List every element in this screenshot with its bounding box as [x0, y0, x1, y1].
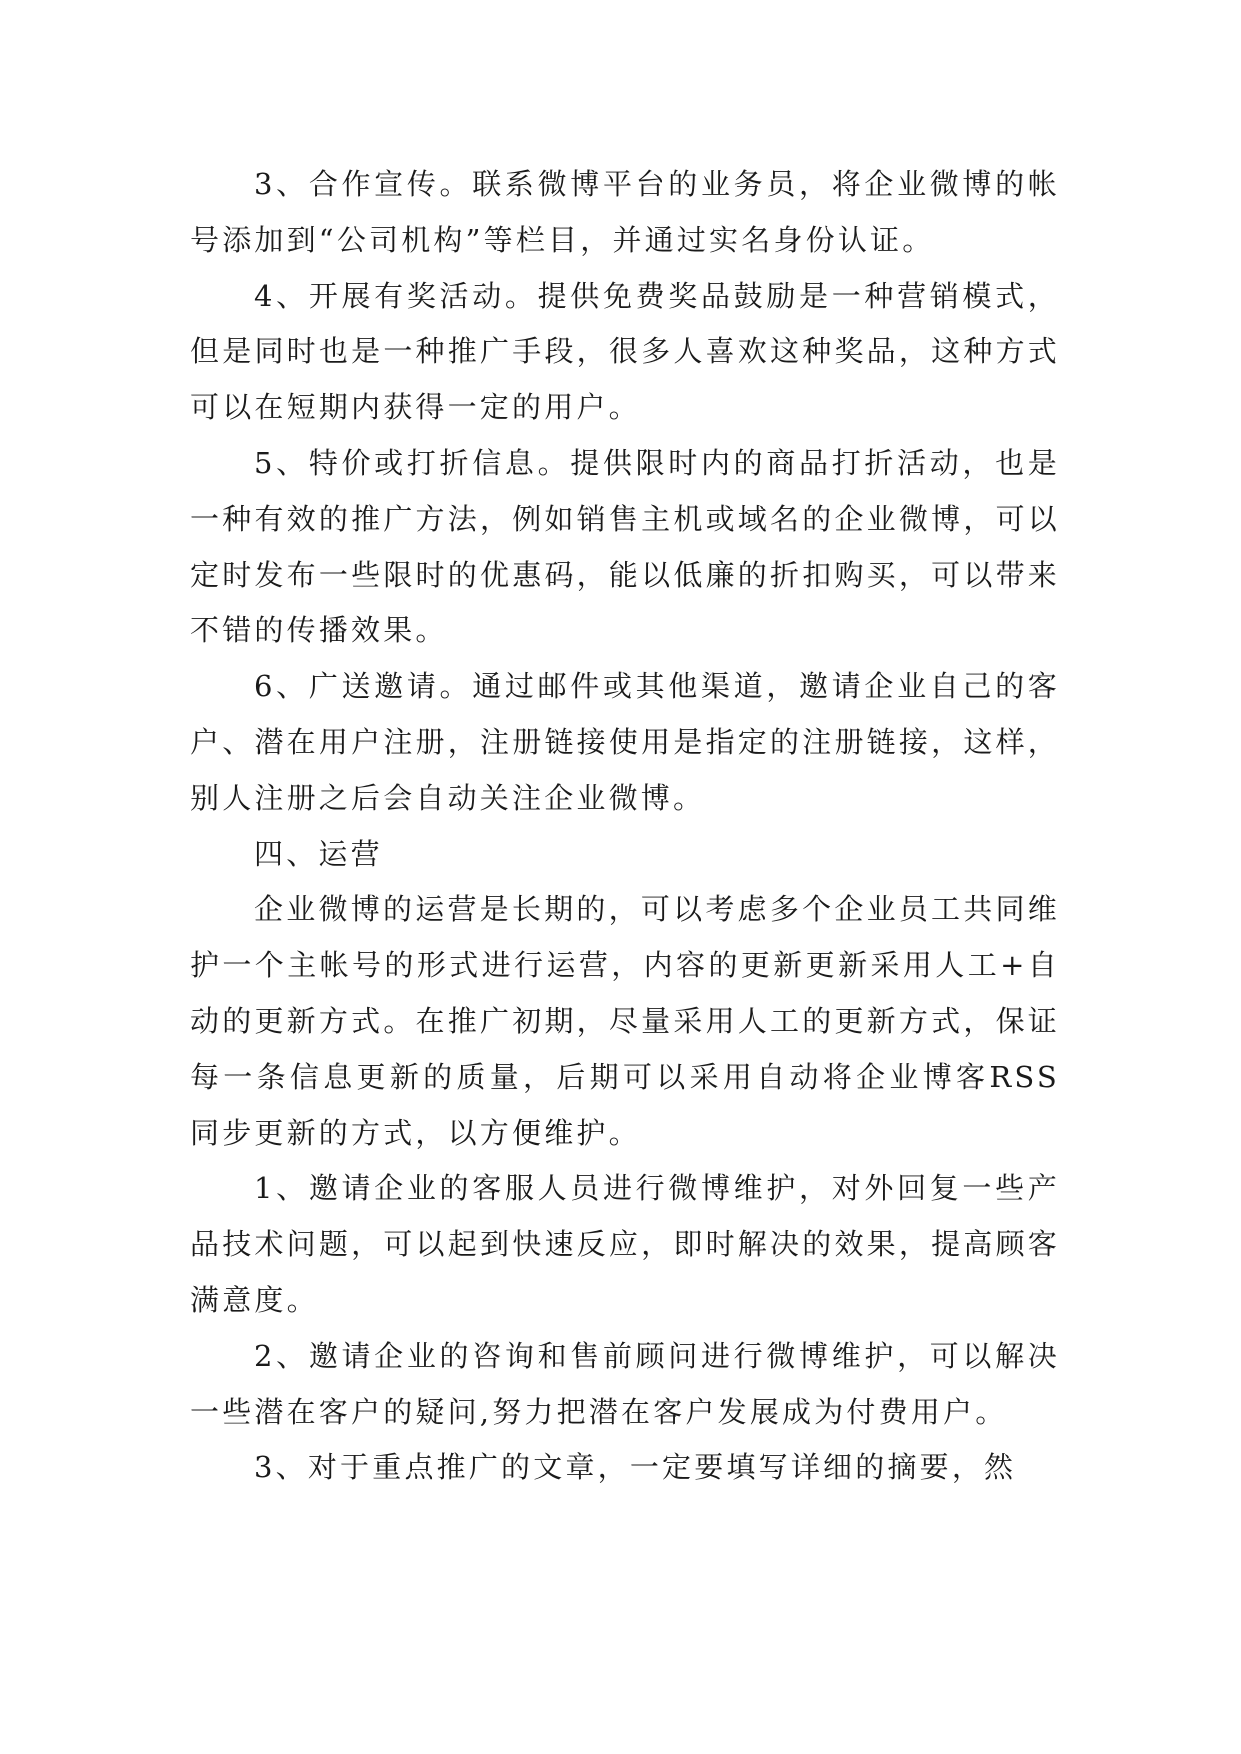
paragraph-key-articles: 3、对于重点推广的文章，一定要填写详细的摘要，然	[254, 1450, 1017, 1485]
paragraph-prize-activity: 4、开展有奖活动。提供免费奖品鼓励是一种营销模式，但是同时也是一种推广手段，很多人喜欢这种奖品，这种方式可以在短期内获得一定的用户。	[190, 278, 1060, 425]
section-heading-operations: 四、运营	[254, 836, 383, 871]
paragraph-presales-consultants: 2、邀请企业的咨询和售前顾问进行微博维护，可以解决一些潜在客户的疑问,努力把潜在客户发展成为付费用户。	[190, 1338, 1060, 1429]
paragraph-operations-overview: 企业微博的运营是长期的，可以考虑多个企业员工共同维护一个主帐号的形式进行运营，内容的更新更新采用人工+自动的更新方式。在推广初期，尽量采用人工的更新方式，保证每一条信息更新的质量，后期可以采用自动将企业博客RSS 同步更新的方式，以方便维护。	[190, 892, 1060, 1150]
paragraph-cooperation-promotion: 3、合作宣传。联系微博平台的业务员，将企业微博的帐号添加到“公司机构”等栏目，并通过实名身份认证。	[190, 167, 1060, 257]
document-body	[190, 157, 1060, 1496]
paragraph-send-invitations: 6、广送邀请。通过邮件或其他渠道，邀请企业自己的客户、潜在用户注册，注册链接使用是指定的注册链接，这样，别人注册之后会自动关注企业微博。	[190, 669, 1060, 815]
paragraph-discount-info: 5、特价或打折信息。提供限时内的商品打折活动，也是一种有效的推广方法，例如销售主机或域名的企业微博，可以定时发布一些限时的优惠码，能以低廉的折扣购买，可以带来不错的传播效果。	[190, 445, 1060, 648]
paragraph-customer-service: 1、邀请企业的客服人员进行微博维护，对外回复一些产品技术问题，可以起到快速反应，即时解决的效果，提高顾客满意度。	[190, 1171, 1060, 1317]
